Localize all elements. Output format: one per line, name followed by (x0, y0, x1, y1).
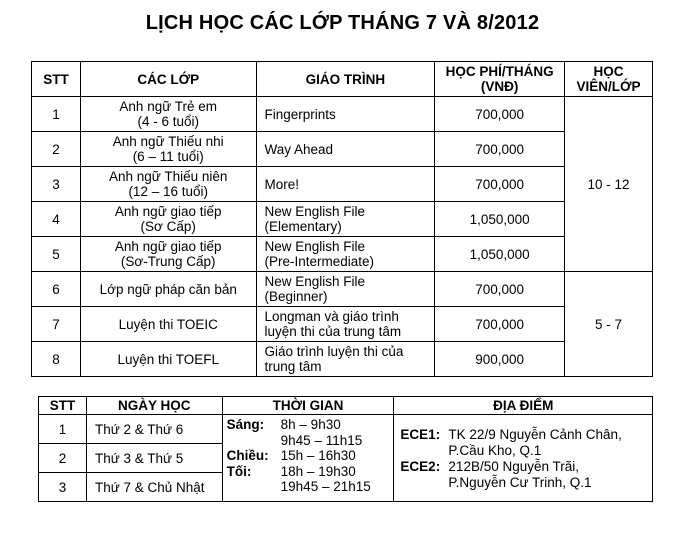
row-textbook (256, 167, 435, 202)
row-days: Thứ 7 & Chủ Nhật (86, 473, 222, 502)
row-fee: 700,000 (435, 132, 565, 167)
header-students-line1: HỌC (593, 64, 624, 79)
table-row (32, 237, 653, 272)
textbook-line1: Giáo trình luyện thi của (264, 344, 404, 359)
table-row (32, 342, 653, 377)
header-stt: STT (32, 62, 81, 97)
row-textbook (256, 272, 435, 307)
location-ece1 (400, 427, 646, 459)
time-slots (222, 415, 394, 502)
textbook-line1: Longman và giáo trình (264, 309, 399, 324)
morning-time-1: 8h – 9h30 (280, 417, 341, 432)
row-class (80, 202, 256, 237)
evening-label: Tối: (226, 463, 252, 479)
header-days: NGÀY HỌC (86, 397, 222, 415)
class-line1: Lớp ngữ pháp căn bản (99, 281, 237, 297)
ece2-code: ECE2: (400, 459, 441, 474)
table-row (32, 202, 653, 237)
textbook-line1: New English File (264, 274, 366, 289)
row-class (80, 97, 256, 132)
students-group-2: 5 - 7 (565, 272, 653, 377)
class-line1: Luyện thi TOEFL (117, 351, 219, 367)
row-stt: 6 (32, 272, 81, 307)
table-row (32, 132, 653, 167)
row-fee: 700,000 (435, 307, 565, 342)
textbook-line1: Fingerprints (264, 106, 336, 122)
table-row (32, 272, 653, 307)
row-stt: 7 (32, 307, 81, 342)
header-textbook: GIÁO TRÌNH (256, 62, 435, 97)
page-title: LỊCH HỌC CÁC LỚP THÁNG 7 VÀ 8/2012 (145, 12, 540, 34)
ece1-address (448, 427, 621, 459)
row-fee: 1,050,000 (435, 237, 565, 272)
textbook-line2: (Pre-Intermediate) (264, 254, 375, 269)
row-stt: 8 (32, 342, 81, 377)
header-time: THỜI GIAN (222, 397, 394, 415)
row-class (80, 167, 256, 202)
row-fee: 900,000 (435, 342, 565, 377)
textbook-line1: More! (264, 176, 300, 192)
table-row (39, 415, 653, 444)
row-textbook (256, 342, 435, 377)
textbook-line2: (Elementary) (264, 219, 342, 234)
header-students (565, 62, 653, 97)
evening-time-1: 18h – 19h30 (280, 463, 356, 479)
class-line1: Anh ngữ giao tiếp (114, 239, 222, 254)
row-stt: 2 (39, 444, 87, 473)
class-line1: Anh ngữ Trẻ em (119, 99, 218, 114)
header-fee (435, 62, 565, 97)
row-fee: 700,000 (435, 97, 565, 132)
row-fee: 700,000 (435, 272, 565, 307)
header-location: ĐỊA ĐIỂM (394, 397, 653, 415)
ece1-code: ECE1: (400, 427, 441, 442)
header-fee-line1: HỌC PHÍ/THÁNG (445, 64, 554, 79)
row-fee: 1,050,000 (435, 202, 565, 237)
row-days: Thứ 3 & Thứ 5 (86, 444, 222, 473)
class-line1: Luyện thi TOEIC (118, 316, 218, 332)
row-textbook (256, 132, 435, 167)
row-textbook (256, 97, 435, 132)
morning-label: Sáng: (226, 417, 265, 432)
locations (394, 415, 653, 502)
class-line1: Anh ngữ giao tiếp (114, 204, 222, 219)
row-class (80, 272, 256, 307)
morning-time-2: 9h45 – 11h15 (280, 432, 363, 448)
row-stt: 3 (39, 473, 87, 502)
row-class (80, 307, 256, 342)
students-group-1: 10 - 12 (565, 97, 653, 272)
row-class (80, 342, 256, 377)
schedule-table-header (39, 397, 653, 415)
row-days: Thứ 2 & Thứ 6 (86, 415, 222, 444)
course-table-header (32, 62, 653, 97)
header-class: CÁC LỚP (80, 62, 256, 97)
row-stt: 5 (32, 237, 81, 272)
row-fee: 700,000 (435, 167, 565, 202)
class-line2: (Sơ-Trung Cấp) (120, 254, 216, 269)
ece1-line1: TK 22/9 Nguyễn Cảnh Chân, (448, 427, 622, 442)
textbook-line2: luyện thi của trung tâm (264, 324, 402, 339)
row-textbook (256, 202, 435, 237)
row-class (80, 237, 256, 272)
class-line2: (6 – 11 tuổi) (132, 149, 204, 164)
table-row (32, 97, 653, 132)
row-textbook (256, 237, 435, 272)
header-students-line2: VIÊN/LỚP (576, 79, 641, 94)
row-stt: 2 (32, 132, 81, 167)
table-row (32, 167, 653, 202)
header-stt: STT (39, 397, 87, 415)
row-textbook (256, 307, 435, 342)
row-stt: 1 (32, 97, 81, 132)
textbook-line2: (Beginner) (264, 289, 328, 304)
location-ece2 (400, 459, 646, 491)
class-line2: (4 - 6 tuổi) (137, 114, 199, 129)
textbook-line1: Way Ahead (264, 141, 334, 157)
table-row (32, 307, 653, 342)
evening-slot (227, 464, 390, 480)
afternoon-label: Chiều: (226, 448, 269, 463)
textbook-line2: trung tâm (264, 359, 322, 374)
ece2-address (448, 459, 591, 491)
textbook-line1: New English File (264, 239, 366, 254)
textbook-line1: New English File (264, 204, 366, 219)
row-stt: 3 (32, 167, 81, 202)
class-line2: (12 – 16 tuổi) (128, 184, 208, 199)
evening-time-2: 19h45 – 21h15 (280, 479, 371, 494)
course-table (31, 61, 653, 377)
ece2-line2: P.Nguyễn Cư Trinh, Q.1 (448, 475, 592, 490)
header-fee-line2: (VNĐ) (480, 79, 519, 94)
class-line2: (Sơ Cấp) (140, 219, 196, 234)
morning-slot (227, 417, 390, 433)
afternoon-time-1: 15h – 16h30 (280, 448, 356, 463)
ece1-line2: P.Cầu Kho, Q.1 (448, 443, 542, 458)
row-class (80, 132, 256, 167)
afternoon-slot (227, 448, 390, 464)
schedule-table (38, 396, 653, 502)
class-line1: Anh ngữ Thiếu niên (109, 169, 228, 184)
row-stt: 1 (39, 415, 87, 444)
row-stt: 4 (32, 202, 81, 237)
ece2-line1: 212B/50 Nguyễn Trãi, (448, 459, 580, 474)
class-line1: Anh ngữ Thiếu nhi (112, 134, 224, 149)
